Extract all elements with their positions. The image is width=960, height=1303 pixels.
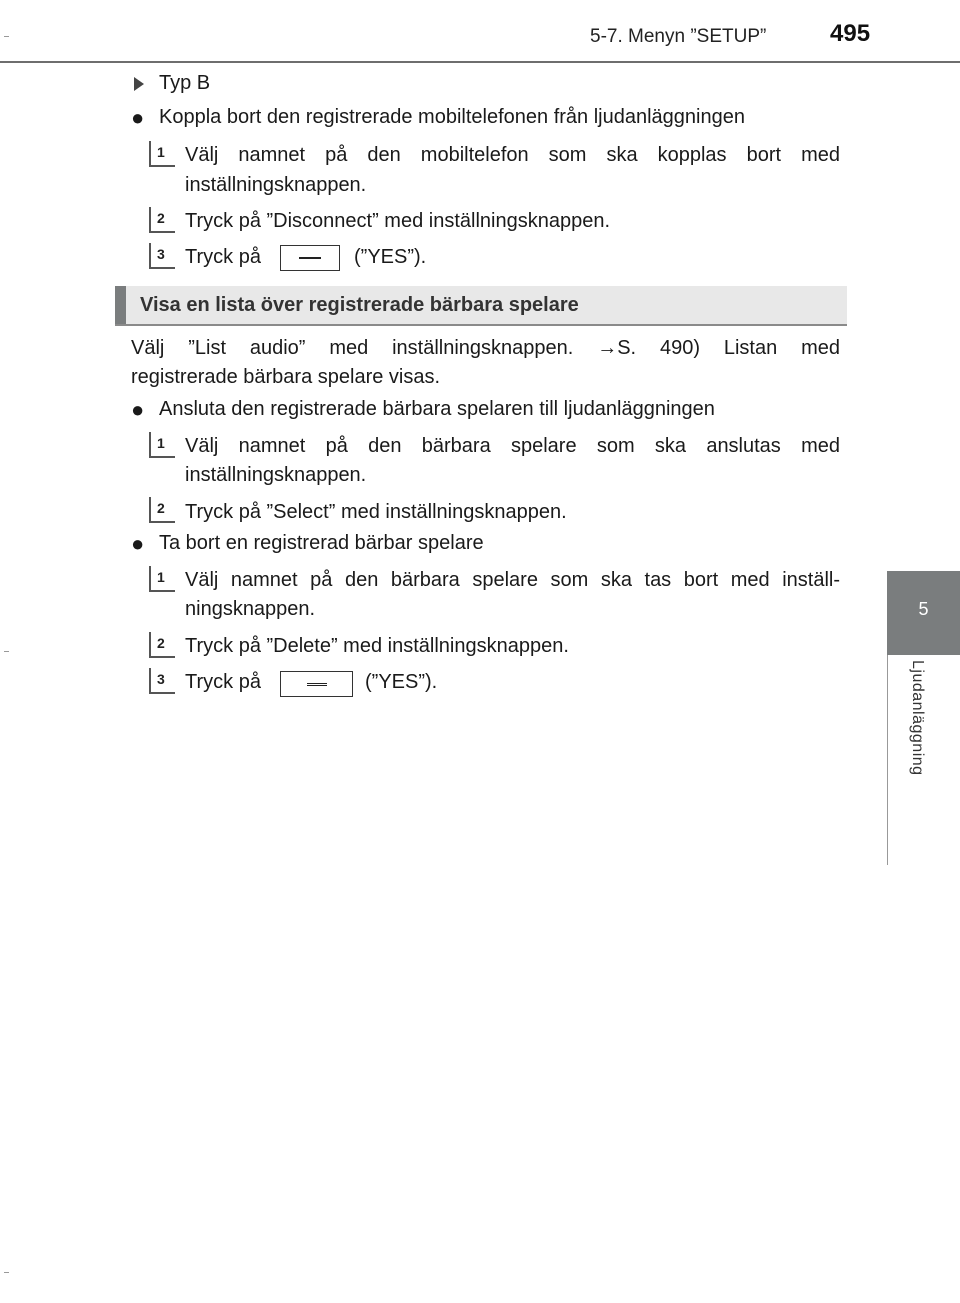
inline-yes-button-icon [280,671,353,697]
step-text: Tryck på ”Delete” med inställningsknappen. [185,635,569,657]
step-text-prefix: Tryck på [185,246,261,268]
header-rule [0,61,960,63]
step-number: 1 [157,435,165,451]
step-number-badge [149,432,175,458]
intro-text: Välj ”List audio” med inställningsknappen. →S. 490) Listan med [131,337,840,359]
chapter-number: 5 [918,599,929,619]
step-text-suffix: (”YES”). [354,246,427,268]
bullet-dot-icon: ● [131,105,145,130]
step-number: 1 [157,569,165,585]
step-text-suffix: (”YES”). [365,671,438,693]
crop-mark [4,1272,9,1273]
step-text: Tryck på ”Disconnect” med inställningsknappen. [185,210,611,232]
type-label: Typ B [159,72,211,94]
chapter-label: Ljudanläggning [909,660,926,776]
section-heading-bar [115,286,126,324]
step-number: 2 [157,635,165,651]
dash-icon [299,257,321,259]
step-number: 2 [157,210,165,226]
bullet-dot-icon: ● [131,397,145,422]
bullet-title-delete: Ta bort en registrerad bärbar spelare [159,532,484,554]
crop-mark [4,651,9,652]
step-number: 1 [157,144,165,160]
inline-yes-button-icon [280,245,340,271]
step-number-badge [149,668,175,694]
step-text: Välj namnet på den bärbara spelare som ska tas bort med inställ- [185,569,840,591]
step-number-badge [149,207,175,233]
step-number-badge [149,497,175,523]
step-text: Välj namnet på den bärbara spelare som ska anslutas med [185,435,840,457]
arrow-bullet-icon [134,77,144,91]
chapter-rule [887,655,888,865]
section-heading [115,286,847,326]
page-header [0,0,960,64]
step-number-badge [149,243,175,269]
crop-mark [4,36,9,37]
bullet-dot-icon: ● [131,531,145,556]
bullet-title-disconnect: Koppla bort den registrerade mobiltelefonen från ljudanläggningen [159,106,745,128]
step-number: 3 [157,671,165,687]
step-text: Välj namnet på den mobiltelefon som ska kopplas bort med [185,144,840,166]
step-text: Tryck på ”Select” med inställningsknappen. [185,501,567,523]
step-text-cont: ningsknappen. [185,598,316,620]
step-text-cont: inställningsknappen. [185,464,367,486]
step-number: 2 [157,500,165,516]
step-number-badge [149,632,175,658]
step-number-badge [149,141,175,167]
step-number: 3 [157,246,165,262]
section-heading-text: Visa en lista över registrerade bärbara spelare [140,294,579,316]
dash-icon [307,683,327,686]
step-text-cont: inställningsknappen. [185,174,367,196]
step-text-prefix: Tryck på [185,671,261,693]
bullet-title-connect: Ansluta den registrerade bärbara spelaren till ljudanläggningen [159,398,715,420]
intro-text-cont: registrerade bärbara spelare visas. [131,366,441,388]
page-number: 495 [830,20,871,47]
header-section-title: 5-7. Menyn ”SETUP” [590,26,767,47]
chapter-tab [887,571,960,655]
step-number-badge [149,566,175,592]
